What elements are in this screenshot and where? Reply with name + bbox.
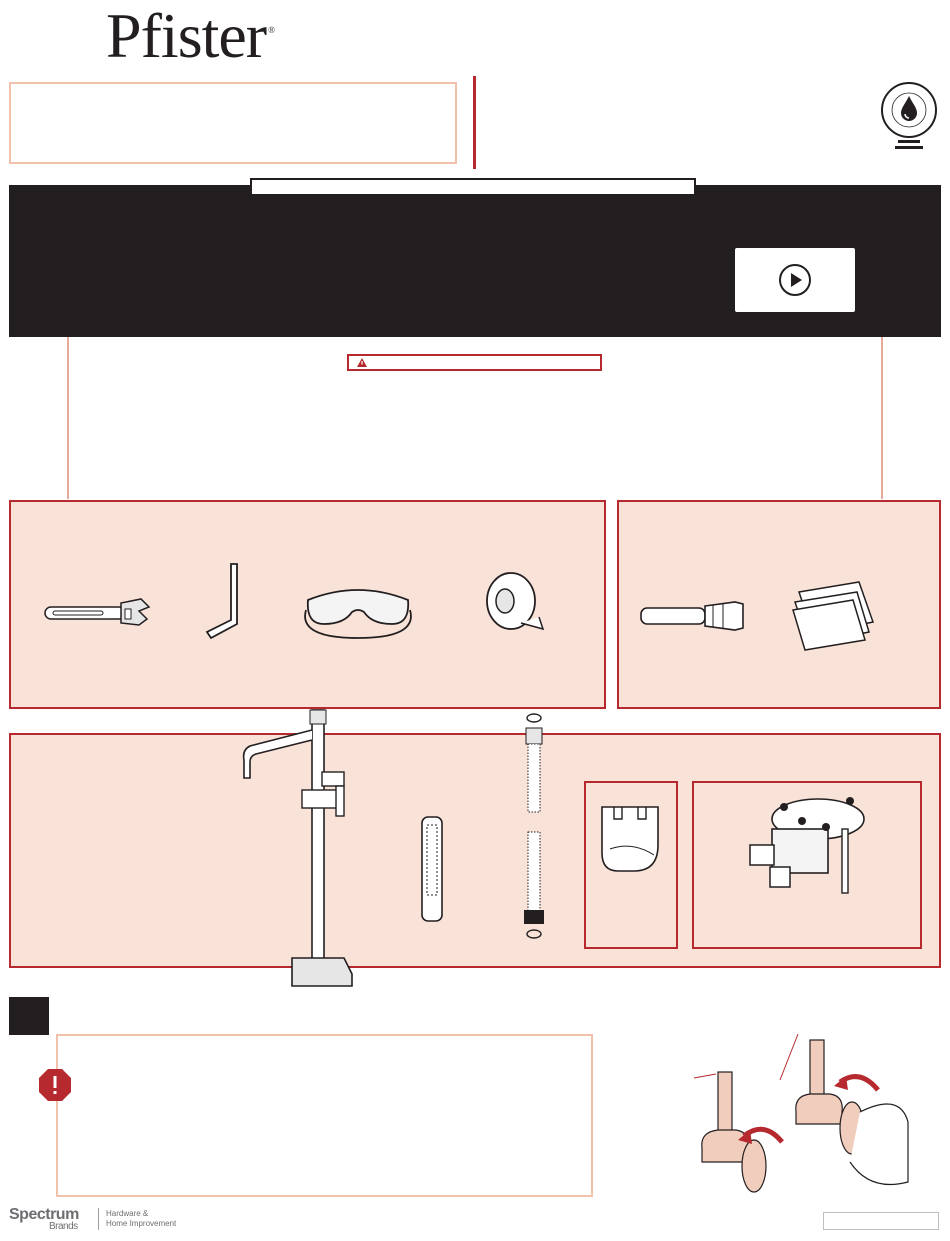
- supplies-panel: [617, 500, 941, 709]
- flashlight-icon: [639, 598, 749, 638]
- header-divider: [473, 76, 476, 169]
- registered-mark: ®: [268, 25, 274, 35]
- hand-shower-icon: [418, 815, 448, 925]
- towels-icon: [789, 572, 879, 652]
- warning-triangle-icon: [357, 358, 367, 367]
- adjustable-wrench-icon: [43, 597, 153, 637]
- company-line2: Brands: [49, 1221, 78, 1232]
- document-number-box: [823, 1212, 939, 1230]
- division-line2: Home Improvement: [106, 1219, 177, 1228]
- exclamation-octagon-icon: [38, 1068, 72, 1102]
- step-instruction-box: [56, 1034, 593, 1197]
- safety-goggles-icon: [298, 580, 418, 650]
- freestanding-faucet-icon: [240, 706, 360, 996]
- warning-label: [347, 354, 602, 371]
- rough-in-valve-subpanel: [692, 781, 922, 949]
- banner-heading-tab: [250, 178, 696, 196]
- plumbers-tape-icon: [481, 567, 551, 637]
- video-play-button[interactable]: [735, 248, 855, 312]
- rough-in-valve-icon: [744, 789, 874, 899]
- spectrum-brands-logo: [9, 1206, 79, 1232]
- shower-hose-icon: [516, 712, 552, 942]
- spanner-tool-icon: [598, 801, 668, 881]
- division-name: [106, 1209, 176, 1229]
- footer-divider: [98, 1208, 99, 1230]
- product-title-box: [9, 82, 457, 164]
- shut-off-valves-illustration: [690, 1032, 910, 1207]
- install-tool-subpanel: [584, 781, 678, 949]
- play-icon: [778, 263, 812, 297]
- division-line1: Hardware &: [106, 1209, 149, 1218]
- brand-logo: [106, 0, 274, 71]
- tools-needed-panel: [9, 500, 606, 709]
- company-line1: Spectrum: [9, 1206, 79, 1223]
- brand-name: Pfister: [106, 0, 267, 71]
- allen-wrench-icon: [203, 562, 243, 642]
- step-number-badge: [9, 997, 49, 1035]
- watersense-logo-icon: [880, 78, 938, 156]
- watersense-badge: [880, 78, 938, 156]
